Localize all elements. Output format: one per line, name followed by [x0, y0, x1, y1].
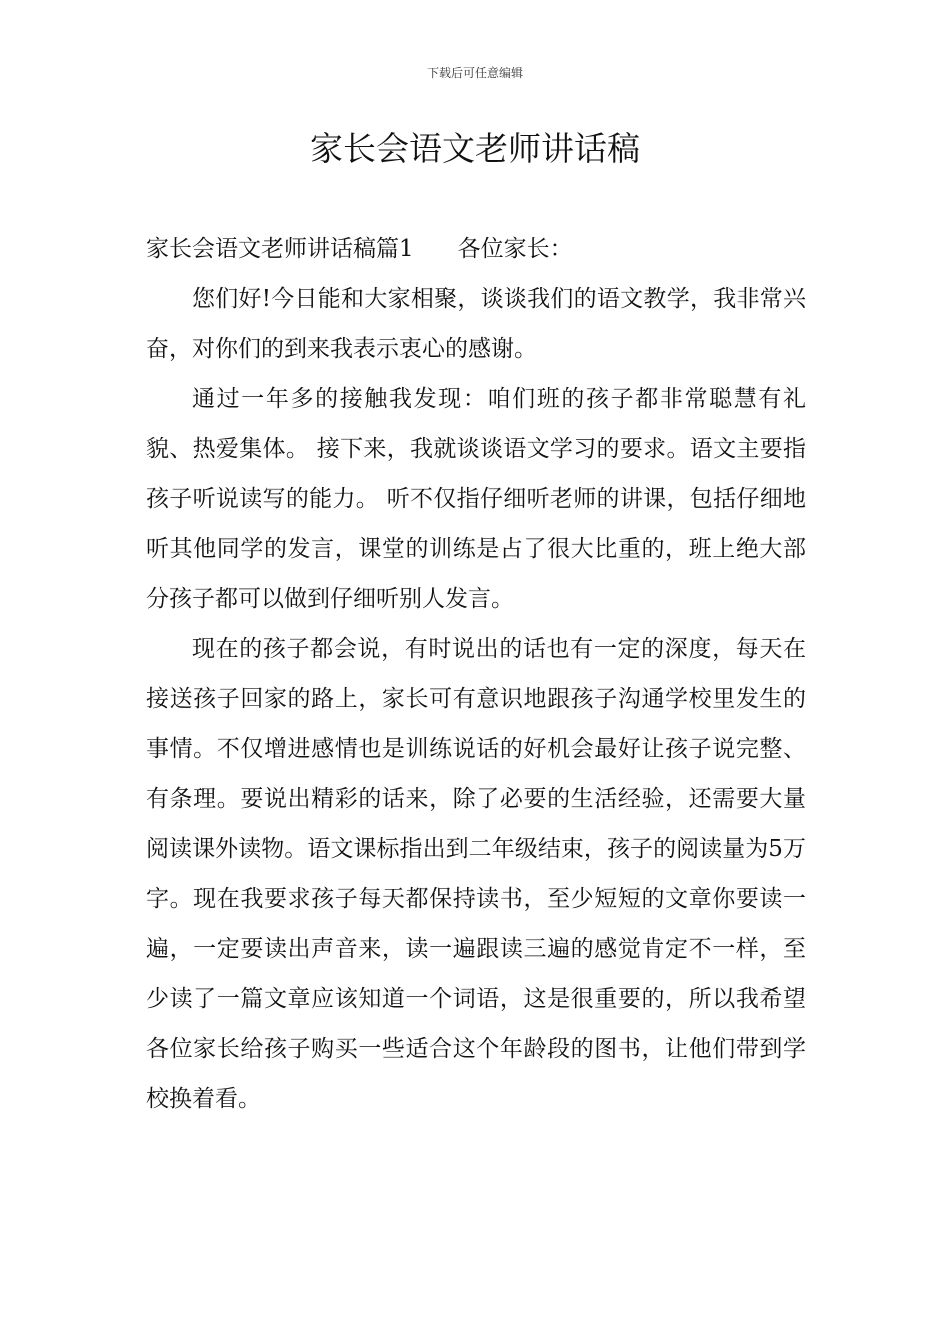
- document-body: [146, 224, 806, 1124]
- section-title-ref: 家长会语文老师讲话稿篇1: [146, 236, 414, 262]
- heading-line: [146, 224, 806, 274]
- paragraph-reading: 现在的孩子都会说，有时说出的话也有一定的深度，每天在接送孩子回家的路上，家长可有意识地跟孩子沟通学校里发生的事情。不仅增进感情也是训练说话的好机会最好让孩子说完整、有条理。要说出精彩的话来，除了必要的生活经验，还需要大量阅读课外读物。语文课标指出到二年级结束，孩子的阅读量为5万字。现在我要求孩子每天都保持读书，至少短短的文章你要读一遍，一定要读出声音来，读一遍跟读三遍的感觉肯定不一样，至少读了一篇文章应该知道一个词语，这是很重要的，所以我希望各位家长给孩子购买一些适合这个年龄段的图书，让他们带到学校换着看。: [146, 636, 806, 1112]
- header-note: 下载后可任意编辑: [426, 66, 523, 80]
- paragraph-observation: 通过一年多的接触我发现：咱们班的孩子都非常聪慧有礼貌、热爱集体。 接下来，我就谈谈语文学习的要求。语文主要指孩子听说读写的能力。 听不仅指仔细听老师的讲课，包括仔细地听其他同学的发言，课堂的训练是占了很大比重的，班上绝大部分孩子都可以做到仔细听别人发言。: [146, 386, 806, 612]
- paragraph-greeting: 您们好!今日能和大家相聚，谈谈我们的语文教学，我非常兴奋，对你们的到来我表示衷心的感谢。: [146, 286, 806, 362]
- salutation: 各位家长：: [457, 236, 573, 262]
- document-title: 家长会语文老师讲话稿: [310, 129, 640, 168]
